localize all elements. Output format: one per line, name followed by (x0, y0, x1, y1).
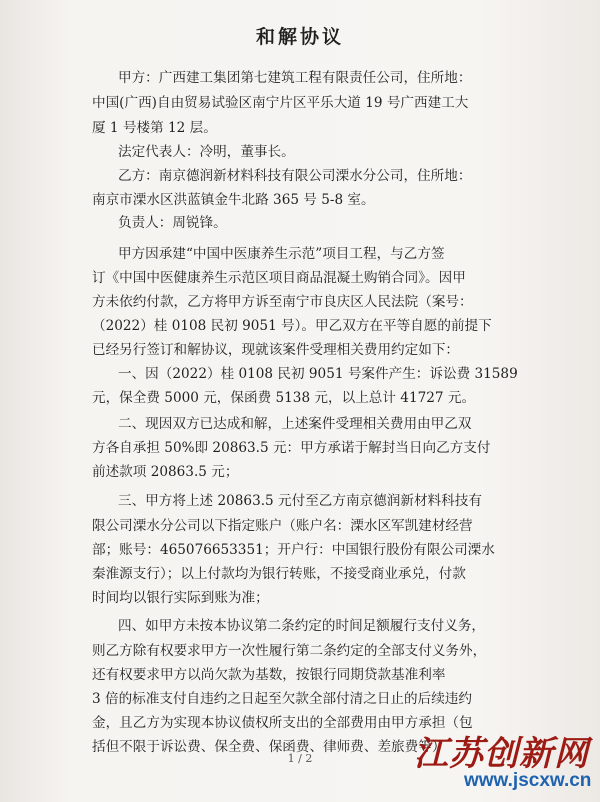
party-b-line-2: 南京市溧水区洪蓝镇金牛北路 365 号 5-8 室。 (92, 192, 375, 208)
document-title: 和解协议 (255, 26, 344, 48)
clause-3-line: 限公司溧水分公司以下指定账户（账户名：溧水区军凯建材经营 (92, 518, 473, 534)
clause-3-line: 三、甲方将上述 20863.5 元付至乙方南京德润新材料科技有 (118, 493, 482, 509)
clause-3-line: 秦淮源支行）；以上付款均为银行转账，不接受商业承兑，付款 (92, 566, 466, 582)
clause-1-line: 一、因（2022）桂 0108 民初 9051 号案件产生：诉讼费 31589 (118, 366, 518, 382)
clause-4-line: 括但不限于诉讼费、保全费、保函费、律师费、差旅费等） (92, 739, 446, 755)
clause-4-line: 金，且乙方为实现本协议债权所支出的全部费用由甲方承担（包 (92, 715, 473, 731)
clause-3-line: 部；账号：465076653351；开户行：中国银行股份有限公司溧水 (92, 542, 495, 558)
site-watermark (414, 726, 594, 796)
clause-4-line: 四、如甲方未按本协议第二条约定的时间足额履行支付义务， (118, 618, 486, 634)
body-line: 甲方因承建“中国中医康养生示范”项目工程，与乙方签 (118, 246, 445, 262)
page-number: 1 / 2 (287, 752, 313, 765)
watermark-url: www.jscxw.cn (464, 770, 592, 791)
clause-4-line: 3 倍的标准支付自违约之日起至欠款全部付清之日止的后续违约 (92, 691, 472, 707)
body-line: 已经另行签订和解协议，现就该案件受理相关费用约定如下： (92, 342, 460, 358)
party-b-line-1: 乙方：南京德润新材料科技有限公司溧水分公司，住所地： (118, 168, 472, 184)
party-a-line-2: 中国(广西)自由贸易试验区南宁片区平乐大道 19 号广西建工大 (92, 95, 469, 111)
watermark-logo-text: 江苏创新网 (414, 734, 589, 774)
body-line: 方未依约付款，乙方将甲方诉至南宁市良庆区人民法院（案号： (92, 294, 473, 310)
clause-4-line: 还有权要求甲方以尚欠款为基数，按银行同期贷款基准利率 (92, 667, 446, 683)
party-a-line-3: 厦 1 号楼第 12 层。 (92, 120, 217, 136)
clause-2-line: 前述款项 20863.5 元； (92, 464, 239, 480)
legal-rep-line: 法定代表人：冷明，董事长。 (118, 144, 295, 160)
party-a-line-1: 甲方：广西建工集团第七建筑工程有限责任公司，住所地： (118, 70, 472, 86)
body-line: （2022）桂 0108 民初 9051 号）。甲乙双方在平等自愿的前提下 (92, 318, 492, 334)
clause-2-line: 二、现因双方已达成和解，上述案件受理相关费用由甲乙双 (118, 416, 472, 432)
clause-1-line: 元，保全费 5000 元，保函费 5138 元，以上总计 41727 元。 (92, 390, 476, 406)
clause-3-line: 时间均以银行实际到账为准； (92, 590, 269, 606)
responsible-person-line: 负责人：周锐锋。 (118, 215, 227, 231)
body-line: 订《中国中医健康养生示范区项目商品混凝土购销合同》。因甲 (92, 270, 466, 286)
clause-2-line: 方各自承担 50%即 20863.5 元：甲方承诺于解封当日向乙方支付 (92, 440, 491, 456)
clause-4-line: 则乙方除有权要求甲方一次性履行第二条约定的全部支付义务外， (92, 643, 487, 659)
